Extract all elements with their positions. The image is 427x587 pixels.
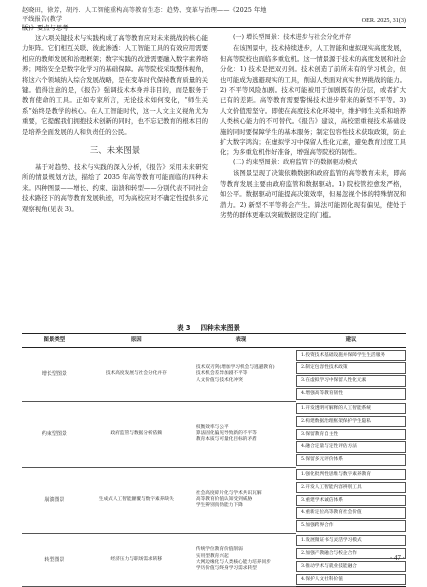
scenario-type: 约束型图景 bbox=[22, 401, 87, 467]
manifestation-item: 教育本质与可量化目标的矛盾 bbox=[195, 437, 257, 443]
subsection-title-1: (一) 增长型图景：技术进步与社会分化并存 bbox=[233, 34, 352, 41]
manifestation-item: 社会高度碎片化与学术共识瓦解 bbox=[195, 490, 262, 496]
header-citation bbox=[22, 6, 272, 33]
table-row bbox=[22, 467, 406, 533]
suggestion-item: 3.重建学术诚信体系 bbox=[296, 495, 406, 506]
right-paragraph-1: 在该图景中，技术持续进步，人工智能和虚拟现实高度发展，但高等院校也面临多重危机。这一情景源于技术的高度发展和社会分化：1) 技术是把双刃剑。技术创造了前所未有的学习机会，但也可能成为逃避现实的工具，削弱人类面对真实世界挑战的能力。2) 不平等风险加剧。技术可能被用于加剧既有的分层，或者扩大已有的差距。高等教育需要警惕技术进步带来的新型不平等。3) 人文价值需坚守。即使在高度技术化环境中，维护师生关系和培养人类核心能力的不可替代。《报告》建议，高校需重视技术基础设施的同时要保障学生的基本服务；制定包容性技术获取政策，防止扩大数字鸿沟；在虚拟学习中保留人性化元素，避免教育过度工具化；为多重危机作好准备，增强高等院校的韧性。 bbox=[220, 44, 406, 157]
manifestation-item: 技术双刃剑(增加学习机会与逃避教育) bbox=[195, 364, 275, 370]
scenarios-table bbox=[22, 333, 406, 587]
manifestation-item: 算法固化偏见导致新的不平等 bbox=[195, 430, 257, 436]
suggestion-item: 5.加强跨界合作 bbox=[296, 520, 406, 531]
manifestation-item: 大网边缘化与人类核心能力培养同步 bbox=[195, 560, 271, 566]
manifestation-item: 传统学位教育价值削弱 bbox=[195, 547, 243, 553]
suggestion-item: 4.融合定量与定性评估方法 bbox=[296, 441, 406, 452]
scenario-cause: 经济压力与职场需求转移 bbox=[87, 533, 186, 587]
suggestion-item: 4.保护人文社科价值 bbox=[296, 574, 406, 585]
scenario-suggestions bbox=[296, 401, 406, 467]
table-row bbox=[22, 533, 406, 587]
scenario-cause: 政府监管与数据分析依赖 bbox=[87, 401, 186, 467]
table-row bbox=[22, 401, 406, 467]
header-manifestation: 表现 bbox=[186, 334, 296, 348]
scenario-type: 转型图景 bbox=[22, 533, 87, 587]
section-title: 三、未来图景 bbox=[89, 145, 141, 156]
scenario-cause: 生成式人工智能颠覆与数字素养缺失 bbox=[87, 467, 186, 533]
subsection-title-2: (二) 约束型图景：政府监管下的数据驱动模式 bbox=[233, 158, 358, 166]
manifestation-item: 高等教育价值认知受到威胁 bbox=[195, 497, 253, 503]
manifestation-item: 实用型教育兴起 bbox=[195, 553, 229, 559]
scenario-manifestation bbox=[186, 467, 296, 533]
suggestion-item: 3.保留教育自主性 bbox=[296, 429, 406, 440]
suggestion-item: 2.加强产教融合与校企合作 bbox=[296, 548, 406, 559]
header-cause: 原因 bbox=[87, 334, 186, 348]
left-column bbox=[22, 33, 208, 214]
left-paragraph-1: 这六项关键技术与实践构成了高等教育应对未来挑战的核心能力矩阵。它们相互关联、彼此渗透：人工智能工具的有效应用需要相应的教师发展和治理框架；数字实践的改进需要融入数字素养培养；网络安全是数字化学习的基础保障。高等院校采取整体视角，将这六个领域纳入综合发展战略，是在变革时代保持教育质量的关键。值得注意的是，《报告》强调技术本身并非目的，而是服务于教育使命的工具。正如专家所言，无论技术如何变化，“师生关系”始终是教学的核心。在人工智能时代，这一人文主义视角尤为重要，它提醒我们拥抱技术创新的同时，也不忘记教育的根本目的是培养全面发展的人和负责任的公民。 bbox=[22, 34, 208, 136]
scenario-suggestions bbox=[296, 348, 406, 402]
suggestion-item: 2.制定包容性技术政策 bbox=[296, 362, 406, 373]
suggestion-item: 3.推动学术与就业技能融合 bbox=[296, 561, 406, 572]
scenario-manifestation bbox=[186, 401, 296, 467]
right-column bbox=[220, 33, 406, 220]
suggestion-item: 4.重新定位高等教育社会价值 bbox=[296, 507, 406, 518]
scenario-type: 崩溃图景 bbox=[22, 467, 87, 533]
table-body bbox=[22, 348, 406, 587]
manifestation-item: 学生辨别真伪能力下降 bbox=[195, 503, 243, 509]
manifestation-item: 权衡效率与公平 bbox=[195, 424, 229, 430]
table-caption-title: 四种未来图景 bbox=[200, 324, 241, 332]
suggestion-item: 1.投资技术基础设施并保障学生生活服务 bbox=[296, 350, 406, 361]
page-number: · 47 · bbox=[389, 554, 405, 562]
manifestation-item: 人文价值与技术化冲突 bbox=[195, 377, 243, 383]
header-type: 图景类型 bbox=[22, 334, 87, 348]
manifestation-item: 学历价值与终身学习需求转型 bbox=[195, 566, 257, 572]
suggestion-item: 2.构建数据治理框架保护学生隐私 bbox=[296, 416, 406, 427]
scenario-cause: 技术高度发展与社会分化并存 bbox=[87, 348, 186, 402]
scenario-manifestation bbox=[186, 533, 296, 587]
suggestion-item: 2.开发人工智能内容辨别工具 bbox=[296, 482, 406, 493]
table-header-row bbox=[22, 334, 406, 348]
header-citation-line2: 版)》要点与思考 bbox=[22, 25, 69, 32]
scenario-type: 增长型图景 bbox=[22, 348, 87, 402]
suggestion-item: 1.发展微证书与灵活学习模式 bbox=[296, 535, 406, 546]
right-paragraph-2: 该图景呈现了决策依赖数据和政府监管的高等教育未来，即高等教育发展主要由政府监管和数据驱动。1) 院校管控愈发严格，如公平。数据驱动可能提高决策效率，但易忽视个体的特殊情况和潜力。2) 新型不平等将会产生。算法可能固化现有偏见，使处于劣势的群体更难以突破数据设定的门槛。 bbox=[220, 169, 406, 219]
table-caption bbox=[0, 322, 427, 332]
header-journal-info: OER. 2025, 31(3) bbox=[361, 17, 406, 24]
suggestion-item: 5.保留多元评价体系 bbox=[296, 454, 406, 465]
suggestion-item: 3.在虚拟学习中保留人性化元素 bbox=[296, 375, 406, 386]
suggestion-item: 1.开发透明可解释的人工智能系统 bbox=[296, 403, 406, 414]
suggestion-item: 1.强化批判性思维与数字素养教育 bbox=[296, 469, 406, 480]
table-caption-number: 表 3 bbox=[176, 324, 191, 332]
header-suggestion: 建议 bbox=[296, 334, 406, 348]
scenario-manifestation bbox=[186, 348, 296, 402]
left-paragraph-2: 基于对趋势、技术与实践的深入分析，《报告》采用未来研究所的情景规划方法，描绘了 2035 年高等教育可能面临的四种未来。四种图景——增长、约束、崩溃和转型——分别代表不同社会技术路径下的高等教育发展轨迹，可为高校应对不确定性提供多元观察视角(见表 3)。 bbox=[22, 163, 208, 213]
header-citation-line1: 赵晓田，徐芳，胡丹．人工智能重构高等教育生态：趋势、变革与治理——《2025 年地平线报告(教学 bbox=[22, 7, 267, 23]
table-row bbox=[22, 348, 406, 402]
manifestation-item: 技术机会差异加剧不平等 bbox=[195, 371, 248, 377]
header-rule bbox=[22, 27, 406, 28]
suggestion-item: 4.增强高等教育韧性 bbox=[296, 388, 406, 399]
scenario-suggestions bbox=[296, 467, 406, 533]
